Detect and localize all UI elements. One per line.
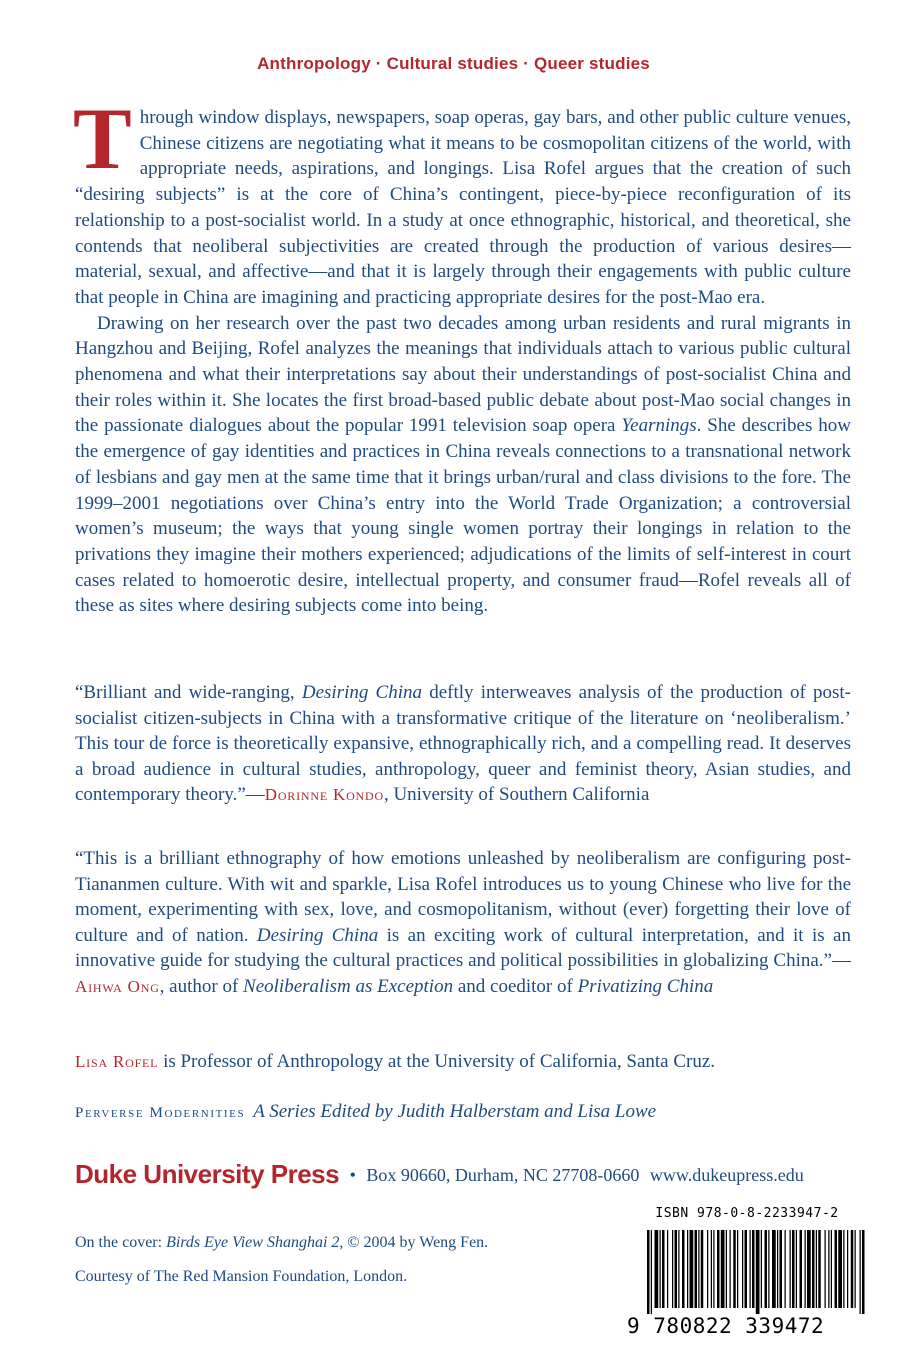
quote-2-author: Aihwa Ong: [75, 976, 160, 996]
isbn-label: ISBN 978-0-8-2233947-2: [655, 1206, 839, 1221]
quote-1-author: Dorinne Kondo: [264, 785, 384, 804]
cover-artwork-title: Birds Eye View Shanghai 2: [166, 1234, 340, 1251]
publisher-logo-wordmark: Duke University Press: [75, 1159, 340, 1189]
quote-2-text-a: “This is a brilliant ethnography of how emotions unleashed by neoliberalism are configuring post-Tiananmen culture. With wit and sparkle, Lisa Rofel introduces us to young Chinese who live for the moment, experimenting with sex, love, and cosmopolitanism, without (ever) forgetting their love of culture and of nation.: [75, 848, 851, 946]
series-line: [75, 1099, 851, 1127]
description-paragraph-2: [75, 311, 851, 619]
barcode-digits: 9 780822 339472: [627, 1314, 825, 1338]
book-description: [73, 91, 851, 619]
publisher-line: [75, 1159, 865, 1190]
cover-credit-prefix: On the cover:: [75, 1234, 167, 1251]
blurb-quote-2: [75, 846, 851, 999]
cover-credit-suffix: , © 2004 by Weng Fen.: [339, 1234, 489, 1251]
quote-2-affiliation-b: and coeditor of: [453, 975, 578, 997]
quote-2-book-title: Desiring China: [256, 924, 379, 946]
barcode-bars: [647, 1230, 867, 1314]
description-paragraph-2-text-b: . She describes how the emergence of gay identities and practices in China reveals connections to a transnational network of lesbians and gay men at the same time that it brings urban/rural and class divisions to the fore. The 1999–2001 negotiations over China’s entry into the World Trade Organization; a controversial women’s museum; the ways that young single women portray their longings in relation to the privations they imagine their mothers experienced; adjudications of the limits of self-interest in court cases related to homoerotic desire, intellectual property, and consumer fraud—Rofel reveals all of these as sites where desiring subjects come into being.: [75, 415, 851, 617]
quote-2-affiliation-a: , author of: [159, 975, 244, 997]
subject-categories: Anthropology · Cultural studies · Queer studies: [257, 54, 650, 73]
author-bio: [75, 1049, 851, 1075]
quote-2-dash: —: [832, 950, 851, 971]
quote-2-affiliation-title-2: Privatizing China: [577, 975, 714, 997]
publisher-website: www.dukeupress.edu: [649, 1165, 804, 1185]
cover-credit: [75, 1234, 488, 1252]
quote-2-affiliation-title-1: Neoliberalism as Exception: [243, 975, 454, 997]
author-bio-text: is Professor of Anthropology at the University of California, Santa Cruz.: [158, 1051, 716, 1072]
separator-bullet: •: [349, 1165, 356, 1185]
quote-1-affiliation: , University of Southern California: [383, 784, 650, 805]
quote-1-dash: —: [245, 784, 265, 805]
description-paragraph-1-text: hrough window displays, newspapers, soap operas, gay bars, and other public culture venues, Chinese citizens are negotiating what it means to be cosmopolitan citizens of the world, with appropriate needs, aspirations, and longings. Lisa Rofel argues that the creation of such “desiring subjects” is at the core of China’s contingent, piece-by-piece reconfiguration of its relationship to a post-socialist world. In a study at once ethnographic, historical, and theoretical, she contends that neoliberal subjectivities are created through the production of various desires—material, sexual, and affective—and that it is largely through their engagements with public culture that people in China are imagining and practicing appropriate desires for the post-Mao era.: [75, 107, 851, 308]
drop-cap: T: [73, 91, 132, 188]
cover-courtesy: Courtesy of The Red Mansion Foundation, London.: [75, 1268, 408, 1285]
quote-2-text-b: is an exciting work of cultural interpretation, and it is an innovative guide for studying the cultural practices and political possibilities in globalizing China.”: [75, 924, 851, 971]
description-paragraph-2-text-a: Drawing on her research over the past two decades among urban residents and rural migrants in Hangzhou and Beijing, Rofel analyzes the meanings that individuals attach to various public cultural phenomena and what their interpretations say about their understandings of post-socialist China and their roles within it. She locates the first broad-based public debate about post-Mao social changes in the passionate dialogues about the popular 1991 television soap opera: [75, 312, 851, 437]
quote-1-book-title: Desiring China: [301, 682, 422, 703]
isbn-barcode: [627, 1206, 867, 1338]
quote-1-text-a: “Brilliant and wide-ranging,: [75, 682, 302, 703]
book-title-yearnings: Yearnings: [621, 415, 697, 437]
description-paragraph-1: [73, 91, 851, 311]
series-name: Perverse Modernities: [75, 1105, 246, 1121]
publisher-address: Box 90660, Durham, NC 27708-0660: [366, 1165, 640, 1185]
series-editors: A Series Edited by Judith Halberstam and Lisa Lowe: [253, 1101, 657, 1122]
blurb-quote-1: [75, 680, 851, 808]
author-name: Lisa Rofel: [75, 1052, 159, 1071]
quote-1-text-b: deftly interweaves analysis of the production of post-socialist citizen-subjects in China with a transformative critique of the literature on ‘neoliberalism.’ This tour de force is theoretically expansive, ethnographically rich, and a compelling read. It deserves a broad audience in cultural studies, anthropology, queer and feminist theory, Asian studies, and contemporary theory.”: [75, 682, 852, 805]
